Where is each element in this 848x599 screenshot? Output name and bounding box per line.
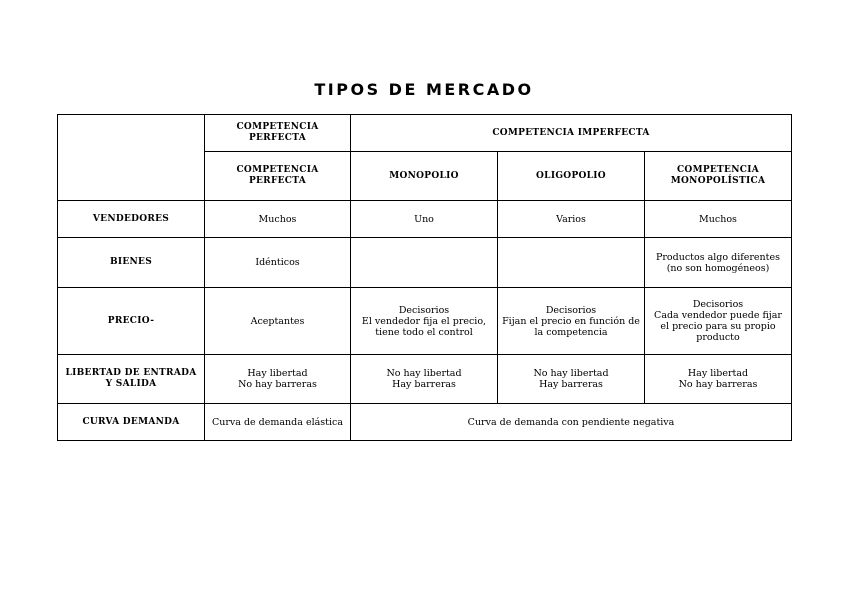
- market-types-table: [57, 114, 792, 441]
- corner-cell: [58, 115, 205, 201]
- cell-bienes-monopolistica: Productos algo diferentes (no son homogéneos): [645, 238, 792, 288]
- cell-curva-perfecta: Curva de demanda elástica: [205, 404, 351, 441]
- cell-bienes-monopolio: [351, 238, 498, 288]
- row-label-libertad: LIBERTAD DE ENTRADA Y SALIDA: [58, 355, 205, 404]
- cell-line: Fijan el precio en función de la competencia: [502, 315, 640, 338]
- cell-line: Cada vendedor puede fijar el precio para su propio producto: [654, 310, 782, 343]
- cell-line: No hay barreras: [678, 379, 758, 390]
- cell-line: No hay libertad: [386, 368, 462, 379]
- row-label-precio: PRECIO-: [58, 288, 205, 355]
- table-row: [58, 201, 792, 238]
- cell-bienes-oligopolio: [498, 238, 645, 288]
- subheader-line: MONOPOLÍSTICA: [670, 176, 766, 186]
- cell-vendedores-oligopolio: Varios: [498, 201, 645, 238]
- cell-bienes-perfecta: Idénticos: [205, 238, 351, 288]
- row-label-bienes: BIENES: [58, 238, 205, 288]
- cell-precio-monopolio: [351, 288, 498, 355]
- subheader-competencia-monopolistica: [645, 152, 792, 201]
- cell-line: Hay libertad: [687, 368, 749, 379]
- cell-libertad-monopolistica: [645, 355, 792, 404]
- header-competencia-imperfecta: COMPETENCIA IMPERFECTA: [351, 115, 792, 152]
- cell-line: Decisorios: [398, 304, 450, 316]
- cell-libertad-monopolio: [351, 355, 498, 404]
- table-row: [58, 288, 792, 355]
- cell-libertad-perfecta: [205, 355, 351, 404]
- cell-vendedores-perfecta: Muchos: [205, 201, 351, 238]
- subheader-competencia-perfecta: COMPETENCIA PERFECTA: [205, 152, 351, 201]
- cell-vendedores-monopolio: Uno: [351, 201, 498, 238]
- subheader-monopolio: MONOPOLIO: [351, 152, 498, 201]
- row-label-curva-demanda: CURVA DEMANDA: [58, 404, 205, 441]
- page-title: TIPOS DE MERCADO: [314, 80, 534, 99]
- table-row: [58, 115, 792, 152]
- cell-precio-oligopolio: [498, 288, 645, 355]
- cell-precio-monopolistica: [645, 288, 792, 355]
- cell-line: Hay barreras: [392, 379, 456, 390]
- subheader-line: COMPETENCIA: [676, 165, 760, 175]
- header-competencia-perfecta: COMPETENCIA PERFECTA: [205, 115, 351, 152]
- table-row: [58, 355, 792, 404]
- cell-line: No hay libertad: [533, 368, 609, 379]
- cell-line: Decisorios: [692, 299, 744, 310]
- table-row: [58, 404, 792, 441]
- row-label-vendedores: VENDEDORES: [58, 201, 205, 238]
- cell-line: Hay libertad: [247, 368, 308, 379]
- cell-curva-imperfecta: Curva de demanda con pendiente negativa: [351, 404, 792, 441]
- subheader-oligopolio: OLIGOPOLIO: [498, 152, 645, 201]
- cell-line: El vendedor fija el precio, tiene todo el control: [361, 315, 487, 338]
- table-row: [58, 238, 792, 288]
- cell-line: No hay barreras: [238, 379, 317, 390]
- cell-vendedores-monopolistica: Muchos: [645, 201, 792, 238]
- cell-line: Hay barreras: [539, 379, 603, 390]
- cell-precio-perfecta: Aceptantes: [205, 288, 351, 355]
- cell-libertad-oligopolio: [498, 355, 645, 404]
- cell-line: Decisorios: [545, 304, 597, 316]
